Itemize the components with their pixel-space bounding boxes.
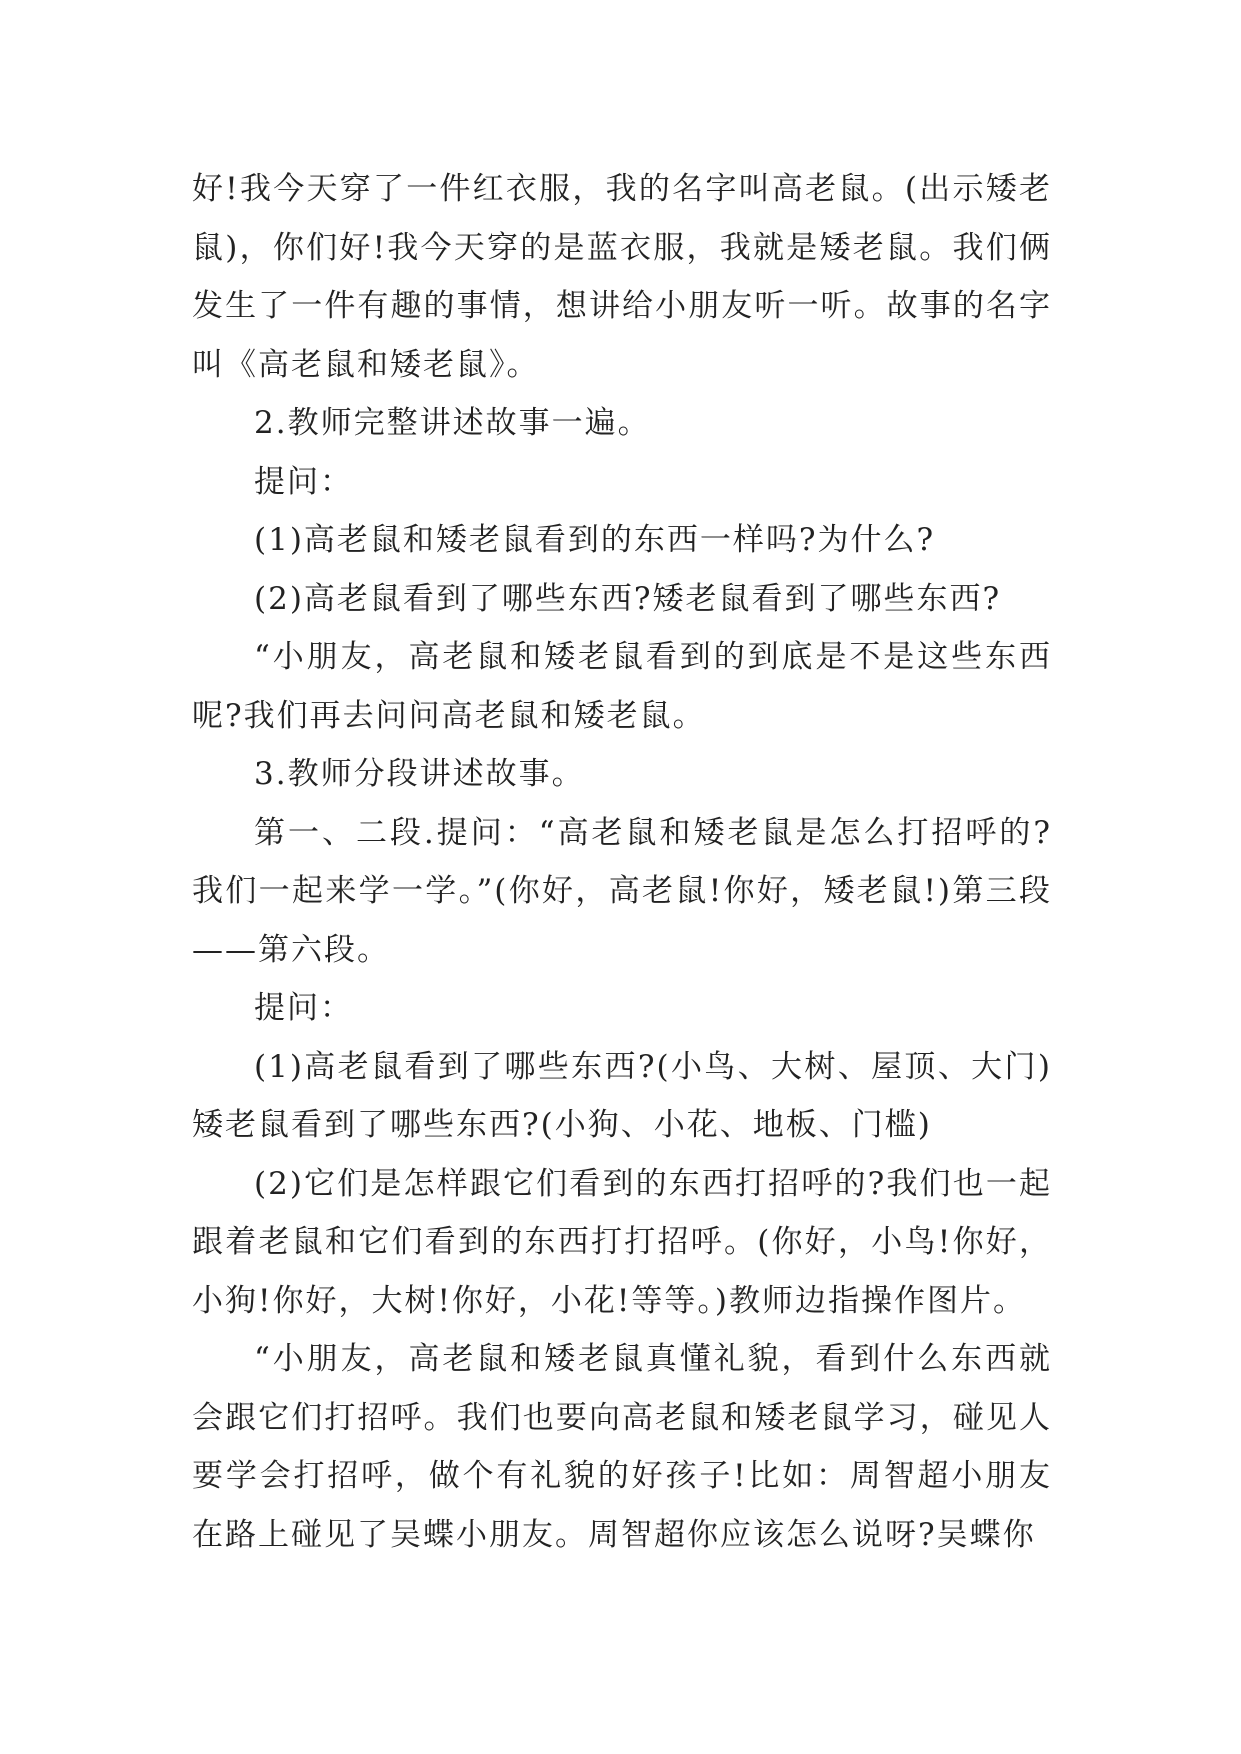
paragraph-10: (1)高老鼠看到了哪些东西?(小鸟、大树、屋顶、大门)矮老鼠看到了哪些东西?(小狗、小花、地板、门槛): [192, 1048, 1052, 1143]
paragraph-4: (1)高老鼠和矮老鼠看到的东西一样吗?为什么?: [254, 522, 936, 558]
paragraph-12: “小朋友，高老鼠和矮老鼠真懂礼貌，看到什么东西就会跟它们打招呼。我们也要向高老鼠和矮老鼠学习，碰见人要学会打招呼，做个有礼貌的好孩子!比如：周智超小朋友在路上碰见了吴蝶小朋友。周智超你应该怎么说呀?吴蝶你: [192, 1341, 1052, 1553]
paragraph-3: 提问：: [254, 463, 353, 500]
paragraph-9: 提问：: [254, 990, 353, 1026]
paragraph-7: 3.教师分段讲述故事。: [254, 756, 585, 792]
document-body: [192, 160, 1052, 1564]
paragraph-8: 第一、二段.提问：“高老鼠和矮老鼠是怎么打招呼的?我们一起来学一学。”(你好，高老鼠!你好，矮老鼠!)第三段——第六段。: [192, 814, 1052, 968]
paragraph-11: (2)它们是怎样跟它们看到的东西打招呼的?我们也一起跟着老鼠和它们看到的东西打打招呼。(你好，小鸟!你好，小狗!你好，大树!你好，小花!等等。)教师边指操作图片。: [192, 1165, 1052, 1319]
paragraph-2: 2.教师完整讲述故事一遍。: [254, 405, 651, 441]
paragraph-5: (2)高老鼠看到了哪些东西?矮老鼠看到了哪些东西?: [254, 580, 1002, 617]
paragraph-1: 好!我今天穿了一件红衣服，我的名字叫高老鼠。(出示矮老鼠)，你们好!我今天穿的是蓝衣服，我就是矮老鼠。我们俩发生了一件有趣的事情，想讲给小朋友听一听。故事的名字叫《高老鼠和矮老鼠》。: [192, 171, 1052, 383]
paragraph-6: “小朋友，高老鼠和矮老鼠看到的到底是不是这些东西呢?我们再去问问高老鼠和矮老鼠。: [192, 639, 1052, 734]
